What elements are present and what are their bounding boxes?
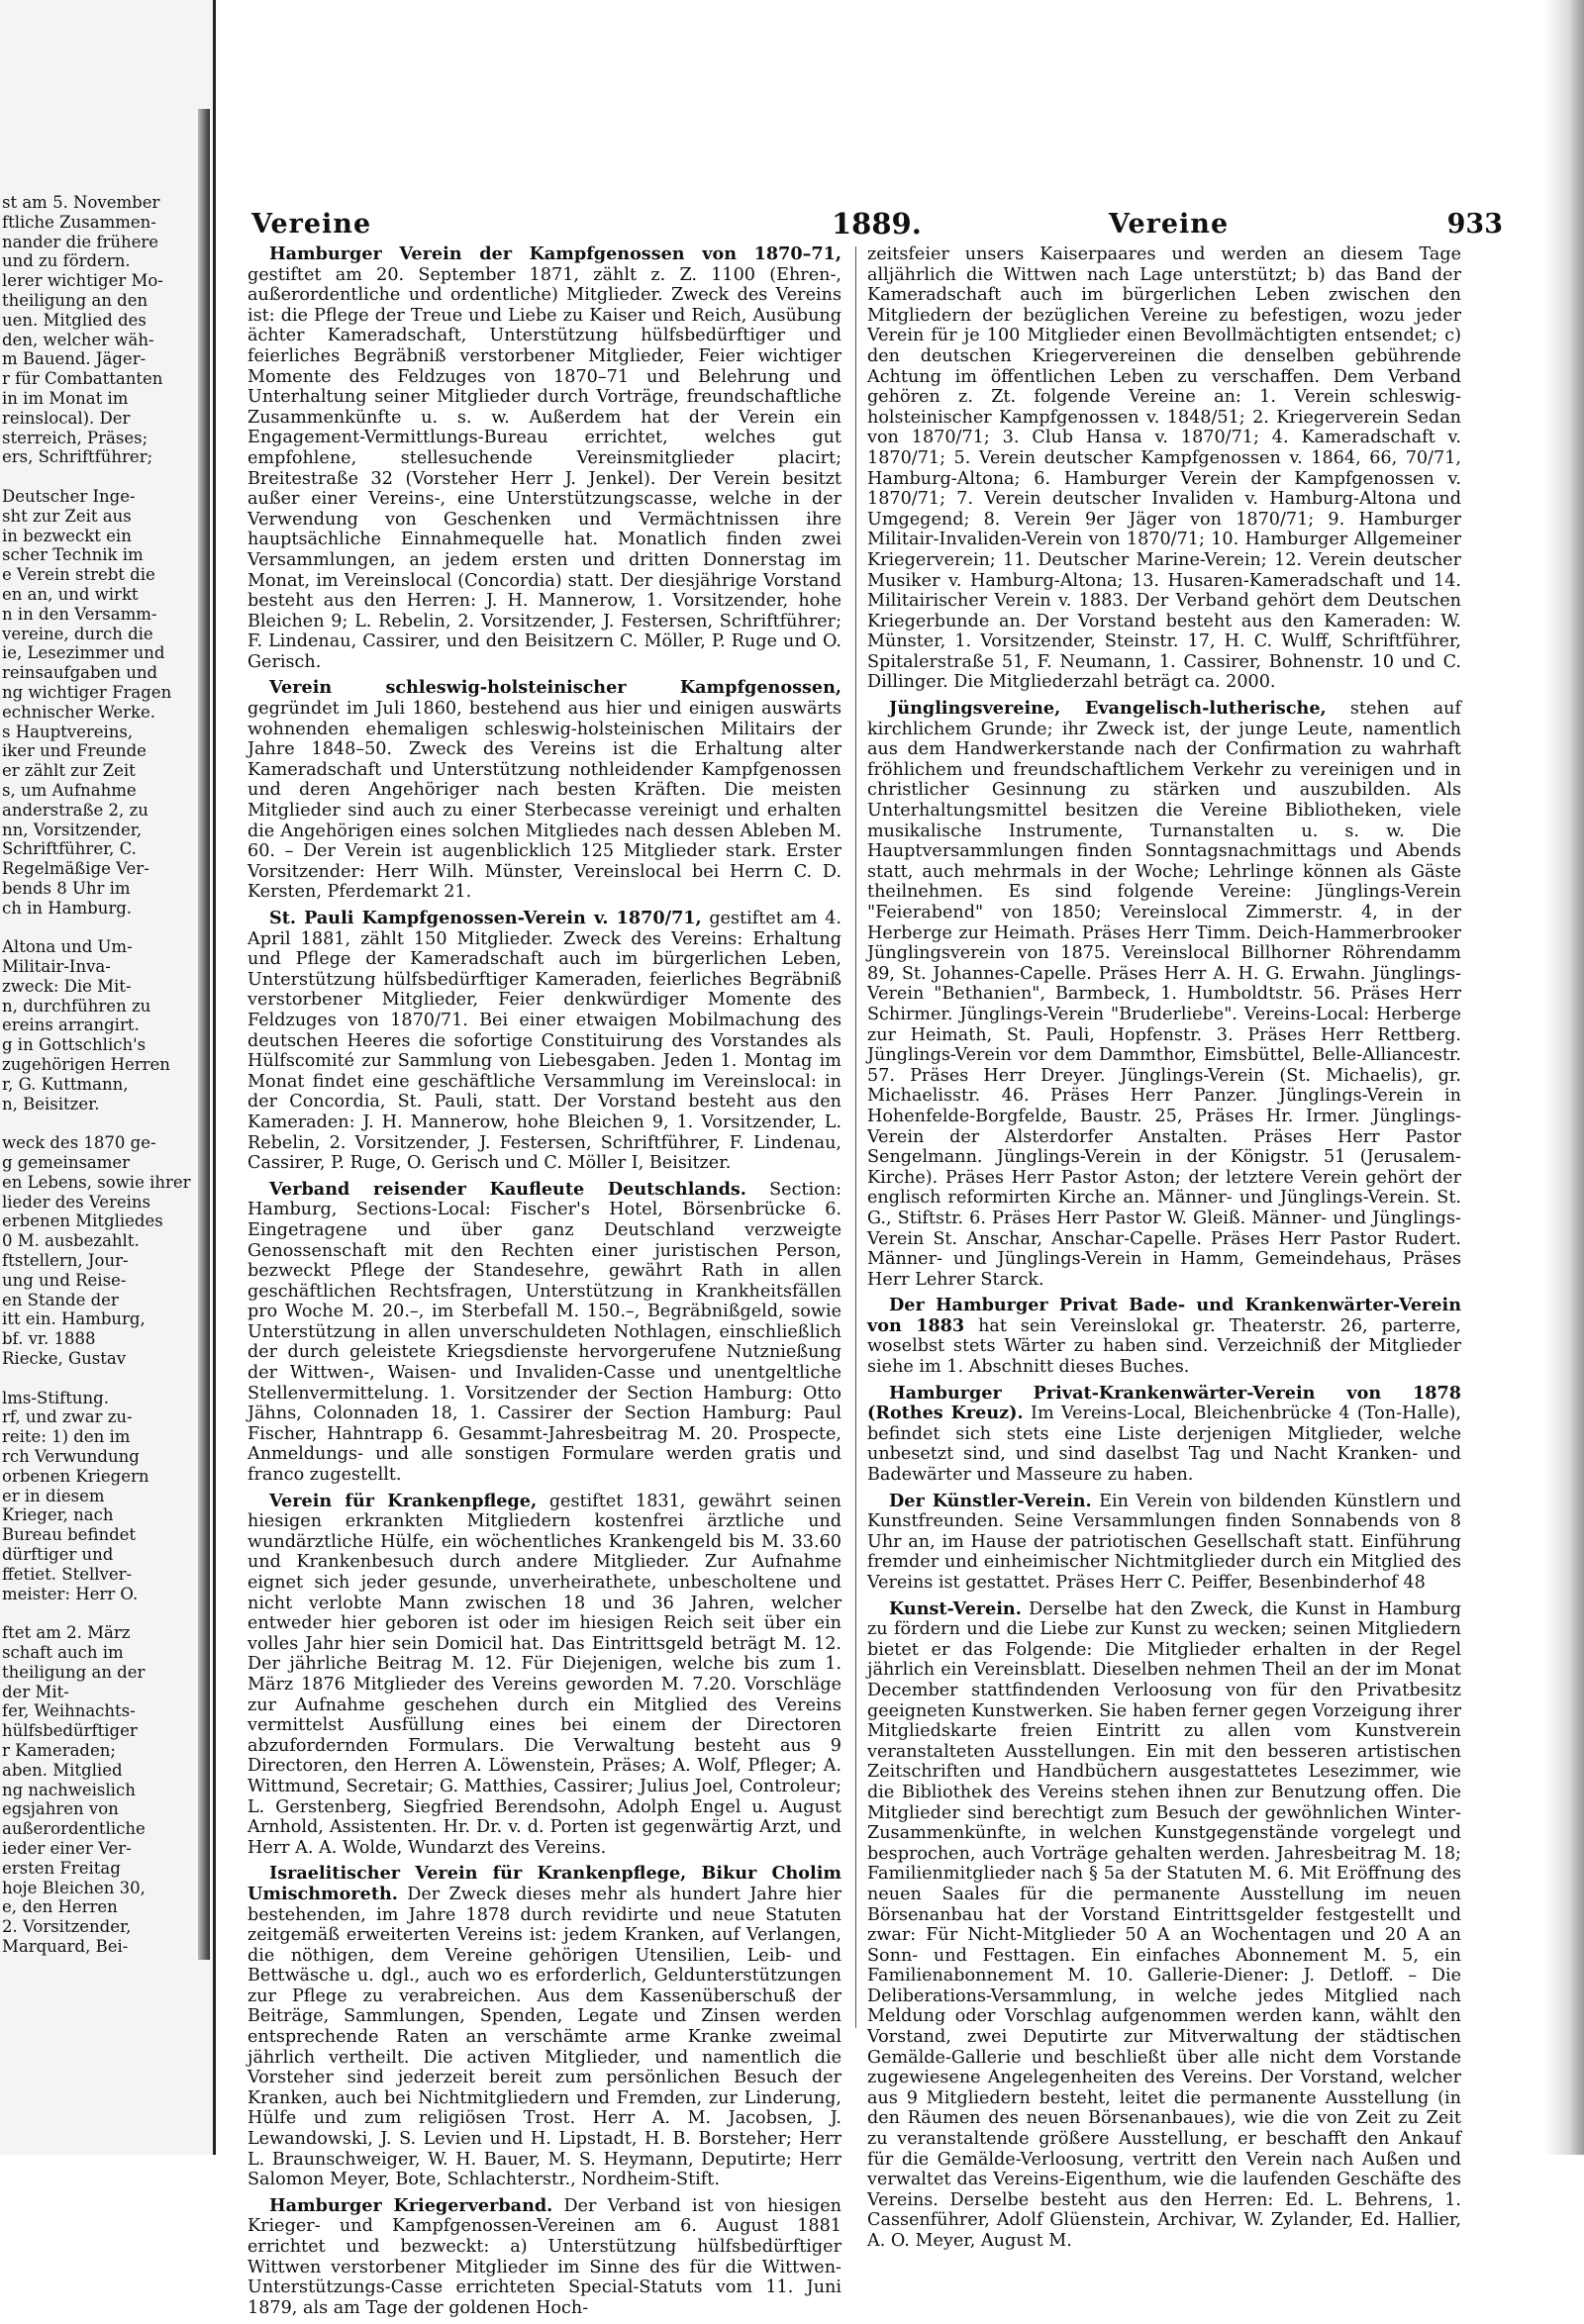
- fragment-line: lieder des Vereins: [2, 1192, 151, 1211]
- fragment-line: m Bauend. Jäger-: [2, 349, 147, 369]
- association-name: Hamburger Privat-Krankenwärter-Verein von 1878 (Rothes Kreuz).: [867, 1382, 1461, 1424]
- fragment-line: s, um Aufnahme: [2, 780, 137, 800]
- fragment-line: erbenen Mitgliedes: [2, 1211, 163, 1231]
- fragment-line: sterreich, Präses;: [2, 428, 148, 447]
- previous-page-text-fragment: [2, 193, 196, 1957]
- right-text-column: [867, 244, 1461, 2258]
- fragment-line: Bureau befindet: [2, 1525, 137, 1545]
- fragment-line: reinslocal). Der: [2, 408, 131, 428]
- fragment-line: n, Beisitzer.: [2, 1094, 100, 1114]
- association-description: Im Vereins-Local, Bleichenbrücke 4 (Ton-Halle), befindet sich stets eine Liste derjenigen Mitglieder, welche unbesetzt sind, und sind daselbst Tag und Nacht Kranken- und Badewärter und Masseure zu haben.: [867, 1404, 1461, 1486]
- fragment-line: r für Combattanten: [2, 369, 163, 389]
- fragment-line: ers, Schriftführer;: [2, 447, 153, 467]
- association-name: Jünglingsvereine, Evangelisch-lutherische,: [889, 698, 1327, 720]
- fragment-line: ersten Freitag: [2, 1858, 121, 1878]
- fragment-line: Deutscher Inge-: [2, 486, 136, 506]
- fragment-line: reinsaufgaben und: [2, 663, 158, 683]
- fragment-line: 2. Vorsitzender,: [2, 1917, 132, 1937]
- association-name: Verband reisender Kaufleute Deutschlands.: [269, 1178, 746, 1200]
- association-description: Ein Verein von bildenden Künstlern und Kunstfreunden. Seine Versammlungen finden Sonnabends von 8 Uhr an, im Hause der patriotischen Gesellschaft statt. Einführung fremder und einheimischer Nichtmitglieder durch ein Mitglied des Vereins ist gestattet. Präses Herr C. Peiffer, Besenbinderhof 48: [867, 1491, 1461, 1593]
- fragment-line: fer, Weihnachts-: [2, 1701, 136, 1721]
- association-name: St. Pauli Kampfgenossen-Verein v. 1870/71,: [269, 908, 702, 928]
- association-name: Verein für Krankenpflege,: [269, 1490, 538, 1511]
- association-name: Kunst-Verein.: [889, 1598, 1022, 1619]
- association-entry: [248, 244, 842, 672]
- fragment-line: echnischer Werke.: [2, 702, 156, 722]
- association-entry: [248, 2196, 842, 2319]
- fragment-line: Krieger, nach: [2, 1505, 114, 1525]
- fragment-line: ng nachweislich: [2, 1780, 136, 1799]
- fragment-line: theiligung an der: [2, 1662, 146, 1682]
- fragment-line: lerer wichtiger Mo-: [2, 271, 163, 291]
- fragment-line: schaft auch im: [2, 1642, 124, 1662]
- fragment-line: [2, 1369, 196, 1389]
- fragment-line: dürftiger und: [2, 1544, 114, 1564]
- fragment-line: 0 M. ausbezahlt.: [2, 1231, 140, 1251]
- fragment-line: lms-Stiftung.: [2, 1388, 109, 1407]
- fragment-line: weck des 1870 ge-: [2, 1133, 156, 1153]
- fragment-line: und zu fördern.: [2, 251, 131, 271]
- fragment-line: in im Monat im: [2, 388, 129, 408]
- fragment-line: Marquard, Bei-: [2, 1936, 129, 1956]
- association-description: gestiftet am 4. April 1881, zählt 150 Mitglieder. Zweck des Vereins: Erhaltung und Pflege der Kameradschaft auch im bürgerlichen Leben, Unterstützung hülfsbedürftiger Kameraden, feierliches Begräbniß verstorbener Mitglieder, Feier denkwürdiger Momente des Feldzuges von 1870/71. Bei einer etwaigen Mobilmachung des deutschen Heeres die sofortige Constituirung des Vorstandes als Hülfscomité zur Sammlung von Liebesgaben. Jeden 1. Montag im Monat findet eine geschäftliche Versammlung im Vereinslocal: in der Concordia, St. Pauli, statt. Der Vorstand besteht aus den Kameraden: J. H. Mannerow, hohe Bleichen 9, 1. Vorsitzender, L. Rebelin, 2. Vorsitzender, J. Festersen, Schriftführer, F. Lindenau, Cassirer, P. Ruge, O. Gerisch und C. Möller I, Beisitzer.: [248, 909, 842, 1174]
- association-description: stehen auf kirchlichem Grunde; ihr Zweck ist, der junge Leute, namentlich aus dem Handwerkerstande nach der Confirmation zu wahrhaft fröhlichem und freundschaftlichem Verkehr zu vereinigen und in christlicher Gesinnung zu stärken und auszubilden. Als Unterhaltungsmittel besitzen die Vereine Bibliotheken, viele musikalische Instrumente, Turnanstalten u. s. w. Die Hauptversammlungen finden Sonntagsnachmittags und Abends statt, auch mehrmals in der Woche; Lehrlinge können als Gäste theilnehmen. Es sind folgende Vereine: Jünglings-Verein "Feierabend" von 1850; Vereinslocal Zimmerstr. 4, in der Herberge zur Heimath. Präses Herr Timm. Deich-Hammerbrooker Jünglingsverein von 1875. Vereinslocal Billhorner Röhrendamm 89, St. Johannes-Capelle. Präses Herr A. H. G. Erwahn. Jünglings-Verein "Bethanien", Barmbeck, 1. Humboldtstr. 56. Präses Herr Schirmer. Jünglings-Verein "Bruderliebe". Vereins-Local: Herberge zur Heimath, St. Pauli, Hopfenstr. 3. Präses Herr Rettberg. Jünglings-Verein vor dem Dammthor, Eimsbüttel, Belle-Alliancestr. 57. Präses Herr Dreyer. Jünglings-Verein (St. Michaelis), gr. Michaelisstr. 46. Präses Herr Panzer. Jünglings-Verein in Hohenfelde-Borgfelde, Baustr. 25, Präses Hr. Irmer. Jünglings-Verein der Alsterdorfer Anstalten. Präses Herr Pastor Sengelmann. Jünglings-Verein in der Königstr. 51 (Jerusalem-Kirche). Präses Herr Pastor Aston; der letztere Verein gehört der englisch reformirten Kirche an. Männer- und Jünglings-Verein. St. G., Stiftstr. 6. Präses Herr Pastor W. Gleiß. Männer- und Jünglings-Verein St. Anschar, Anschar-Capelle. Präses Herr Pastor Rudert. Männer- und Jünglings-Verein in Hamm, Gemeindehaus, Präses Herr Lehrer Starck.: [867, 699, 1461, 1290]
- fragment-line: den, welcher wäh-: [2, 330, 154, 349]
- fragment-line: ng wichtiger Fragen: [2, 682, 172, 702]
- fragment-line: r, G. Kuttmann,: [2, 1074, 129, 1094]
- association-entry: [867, 1384, 1461, 1486]
- fragment-line: meister: Herr O.: [2, 1584, 139, 1603]
- fragment-line: außerordentliche: [2, 1819, 146, 1839]
- association-entry: [248, 1492, 842, 1859]
- fragment-line: in bezweckt ein: [2, 526, 132, 545]
- association-entry: [248, 909, 842, 1174]
- fragment-line: orbenen Kriegern: [2, 1466, 149, 1486]
- fragment-line: egsjahren von: [2, 1799, 119, 1819]
- fragment-line: ftstellern, Jour-: [2, 1251, 129, 1271]
- fragment-line: n, durchführen zu: [2, 996, 151, 1016]
- association-entry: [867, 1599, 1461, 2252]
- association-name: Verein schleswig-holsteinischer Kampfgenossen,: [269, 677, 842, 699]
- fragment-line: en Lebens, sowie ihrer: [2, 1172, 191, 1192]
- association-description: Der Zweck dieses mehr als hundert Jahre hier bestehenden, im Jahre 1878 durch revidirte und neue Statuten zeitgemäß erweiterten Vereins ist: jedem Kranken, auf Verlangen, die nöthigen, dem Vereine gehörigen Utensilien, Leib- und Bettwäsche u. dgl., auch wo es erforderlich, Geldunterstützungen zur Pflege zu verabreichen. Aus dem Kassenüberschuß der Beiträge, Sammlungen, Spenden, Legate und Zinsen werden entsprechende Raten an verschämte arme Kranke zweimal jährlich vertheilt. Die activen Mitglieder, und namentlich die Vorsteher sind jederzeit bereit zum persönlichen Besuch der Kranken, auch bei Nichtmitgliedern und Fremden, zur Linderung, Hülfe und zum religiösen Trost. Herr A. M. Jacobsen, J. Lewandowski, J. S. Levien und H. Lipstadt, H. B. Borsteher; Herr L. Braunschweiger, W. H. Bauer, M. S. Heymann, Deputirte; Herr Salomon Meyer, Bote, Schlachterstr., Nordheim-Stift.: [248, 1884, 842, 2190]
- fragment-line: [2, 1114, 196, 1133]
- association-entry: [867, 244, 1461, 693]
- association-description: gestiftet 1831, gewährt seinen hiesigen erkrankten Mitgliedern kostenfrei ärztliche und wundärztliche Hülfe, ein wöchentliches Krankengeld bis M. 33.60 und Krankenbesuch durch andere Mitglieder. Zur Aufnahme eignet sich jeder gesunde, unverheirathete, unbescholtene und nicht verlobte Mann zwischen 18 und 36 Jahren, welcher entweder hier geboren ist oder im hiesigen Reich seit über ein volles Jahr hier sein Domicil hat. Das Eintrittsgeld beträgt M. 12. Der jährliche Beitrag M. 12. Für Diejenigen, welche bis zum 1. März 1876 Mitglieder des Vereins geworden M. 7.20. Vorschläge zur Aufnahme geschehen durch ein Mitglied des Vereins vermittelst Ausfüllung eines bei einem der Directoren abzufordernden Formulars. Die Verwaltung besteht aus 9 Directoren, den Herren A. Löwenstein, Präses; A. Wolf, Pfleger; A. Wittmund, Secretair; G. Matthies, Cassirer; Julius Joel, Controleur; L. Gerstenberg, Siegfried Berendsohn, Adolph Engel u. August Arnhold, Assistenten. Hr. Dr. v. d. Porten ist gegenwärtig Arzt, und Herr A. A. Wolde, Wundarzt des Vereins.: [248, 1491, 842, 1858]
- fragment-line: g gemeinsamer: [2, 1153, 131, 1173]
- page-number: 933: [1446, 209, 1503, 240]
- fragment-line: Altona und Um-: [2, 937, 133, 957]
- fragment-line: scher Technik im: [2, 545, 144, 565]
- fragment-line: Riecke, Gustav: [2, 1349, 127, 1369]
- association-entry: [248, 1864, 842, 2190]
- association-name: Der Hamburger Privat Bade- und Krankenwärter-Verein von 1883: [867, 1295, 1461, 1336]
- fragment-line: er in diesem: [2, 1486, 105, 1505]
- fragment-line: bends 8 Uhr im: [2, 878, 131, 898]
- fragment-line: n in den Versamm-: [2, 604, 157, 624]
- fragment-line: ch in Hamburg.: [2, 898, 133, 918]
- fragment-line: sht zur Zeit aus: [2, 506, 132, 526]
- fragment-line: zugehörigen Herren: [2, 1055, 170, 1075]
- fragment-line: [2, 467, 196, 487]
- fragment-line: reite: 1) den im: [2, 1427, 131, 1447]
- fragment-line: ftliche Zusammen-: [2, 212, 156, 232]
- fragment-line: uen. Mitglied des: [2, 310, 147, 330]
- fragment-line: ftet am 2. März: [2, 1623, 131, 1643]
- fragment-line: vereine, durch die: [2, 624, 153, 643]
- fragment-line: Militair-Inva-: [2, 957, 111, 977]
- fragment-line: en Stande der: [2, 1290, 119, 1309]
- association-description: Derselbe hat den Zweck, die Kunst in Hamburg zu fördern und die Liebe zur Kunst zu wecken; seinen Mitgliedern bietet er das Folgende: Die Mitglieder erhalten in der Regel jährlich ein Vereinsblatt. Dieselben nehmen Theil an der im Monat December stattfindenden Verloosung von für den Privatbesitz geeigneten Kunstwerken. Sie haben ferner gegen Vorzeigung ihrer Mitgliedskarte freien Eintritt zu allen vom Kunstverein veranstalteten Ausstellungen. Ein mit den besseren artistischen Zeitschriften und Handbüchern ausgestattetes Lesezimmer, wie die Bibliothek des Vereins stehen ihnen zur Benutzung offen. Die Mitglieder sind berechtigt zum Besuch der gewöhnlichen Winter-Zusammenkünfte, in welchen Kunstgegenstände vorgelegt und besprochen, auch Vorträge gehalten werden. Jahresbeitrag M. 18; Familienmitglieder nach § 5a der Statuten M. 6. Mit Eröffnung des neuen Saales für die permanente Ausstellung im neuen Börsenanbau hat der Vorstand Eintrittsgelder festgestellt und zwar: Für Nicht-Mitglieder 50 A an Wochentagen und 20 A an Sonn- und Festtagen. Ein einfaches Abonnement M. 5, ein Familienabonnement M. 10. Gallerie-Diener: J. Detloff. – Die Deliberations-Versammlung, in welche jedes Mitglied nach Meldung oder Vorschlag aufgenommen werden kann, wählt den Vorstand, zwei Deputirte zur Mitverwaltung der städtischen Gemälde-Gallerie und beschließt über alle nicht dem Vorstande zugewiesene Angelegenheiten des Vereins. Der Vorstand, welcher aus 9 Mitgliedern besteht, leitet die permanente Ausstellung (in den Räumen des neuen Börsenanbaues), wie die von Zeit zu Zeit zu veranstaltende größere Ausstellung, er beschafft den Ankauf für die Gemälde-Verloosung, vertritt den Verein nach Außen und verwaltet das Vereins-Eigenthum, wie die laufenden Geschäfte des Vereins. Derselbe besteht aus den Herren: Ed. L. Behrens, 1. Cassenführer, Adolf Glüenstein, Archivar, W. Zylander, Ed. Hallier, A. O. Meyer, August M.: [867, 1598, 1462, 2251]
- association-entry: [867, 1492, 1461, 1594]
- association-entry: [867, 699, 1461, 1290]
- fragment-line: [2, 918, 196, 937]
- header-left-title: Vereine: [251, 209, 372, 240]
- fragment-line: s Hauptvereins,: [2, 722, 134, 741]
- association-description: zeitsfeier unsers Kaiserpaares und werden an diesem Tage alljährlich die Wittwen nach Lage unterstützt; b) das Band der Kameradschaft auch im bürgerlichen Leben zwischen den Mitgliedern der bezüglichen Vereine zu befestigen, wozu jeder Verein für je 100 Mitglieder einen Bevollmächtigten entsendet; c) den deutschen Kriegervereinen die denselben gebührende Achtung im öffentlichen Leben zu verschaffen. Dem Verband gehören z. Zt. folgende Vereine an: 1. Verein schleswig-holsteinischer Kampfgenossen v. 1848/51; 2. Kriegerverein Sedan von 1870/71; 3. Club Hansa v. 1870/71; 4. Kameradschaft v. 1870/71; 5. Verein deutscher Kampfgenossen v. 1864, 66, 70/71, Hamburg-Altona; 6. Hamburger Verein der Kampfgenossen v. 1870/71; 7. Verein deutscher Invaliden v. Hamburg-Altona und Umgegend; 8. Verein 9er Jäger von 1870/71; 9. Hamburger Militair-Invaliden-Verein von 1870/71; 10. Hamburger Allgemeiner Kriegerverein; 11. Deutscher Marine-Verein; 12. Verein deutscher Musiker v. Hamburg-Altona; 13. Husaren-Kameradschaft und 14. Militairischer Verein v. 1883. Der Verband gehört dem Deutschen Kriegerbunde an. Der Vorstand besteht aus den Kameraden: W. Münster, 1. Vorsitzender, Steinstr. 17, H. C. Wulff, Schriftführer, Spitalerstraße 51, F. Neumann, 1. Cassirer, Bohnenstr. 10 und C. Dillinger. Die Mitgliederzahl beträgt ca. 2000.: [867, 244, 1461, 693]
- fragment-line: hoje Bleichen 30,: [2, 1878, 146, 1897]
- page-edge-right: [1544, 0, 1584, 2155]
- fragment-line: zweck: Die Mit-: [2, 976, 132, 996]
- fragment-line: iker und Freunde: [2, 741, 147, 761]
- fragment-line: itt ein. Hamburg,: [2, 1309, 146, 1329]
- fragment-line: g in Gottschlich's: [2, 1035, 147, 1055]
- association-name: Hamburger Kriegerverband.: [269, 2194, 553, 2216]
- fragment-line: Schriftführer, C.: [2, 839, 137, 859]
- association-name: Hamburger Verein der Kampfgenossen von 1870–71,: [269, 243, 842, 264]
- association-description: Section: Hamburg, Sections-Local: Fischer's Hotel, Börsenbrücke 6. Eingetragene und über ganz Deutschland verzweigte Genossenschaft mit den Rechten einer juristischen Person, bezweckt Pflege der Standesehre, gewährt Rath in allen geschäftlichen Rechtsfragen, Unterstützung in Krankheitsfällen pro Woche M. 20.–, im Sterbefall M. 150.–, Begräbnißgeld, sowie Unterstützung in allen unverschuldeten Nothlagen, einschließlich der durch geleistete Kriegsdienste hervorgerufene Nutznießung der Wittwen-, Waisen- und Invaliden-Casse und unentgeltliche Stellenvermittelung. 1. Vorsitzender der Section Hamburg: Otto Jähns, Colonnaden 18, 1. Cassirer der Section Hamburg: Paul Fischer, Hahntrapp 6. Gesammt-Jahresbeitrag M. 20. Prospecte, Anmeldungs- und alle sonstigen Formulare werden gratis und franco zugestellt.: [248, 1179, 842, 1486]
- running-header: [248, 203, 1505, 242]
- fragment-line: nn, Vorsitzender,: [2, 820, 143, 839]
- association-entry: [248, 1180, 842, 1486]
- fragment-line: [2, 1603, 196, 1623]
- association-description: hat sein Vereinslokal gr. Theaterstr. 26, parterre, woselbst stets Wärter zu haben sind. Verzeichniß der Mitglieder siehe im 1. Abschnitt dieses Buches.: [867, 1315, 1461, 1378]
- association-entry: [867, 1296, 1461, 1377]
- association-description: gestiftet am 20. September 1871, zählt z. Z. 1100 (Ehren-, außerordentliche und ordentliche) Mitglieder. Zweck des Vereins ist: die Pflege der Treue und Liebe zu Kaiser und Reich, Ausübung ächter Kameradschaft, Unterstützung hülfsbedürftiger und feierliches Begräbniß verstorbener Mitglieder, Feier wichtiger Momente des Feldzuges von 1870–71 und Belehrung und Unterhaltung seiner Mitglieder durch Vorträge, freundschaftliche Zusammenkünfte u. s. w. Außerdem hat der Verein ein Engagement-Vermittlungs-Bureau errichtet, welches gut empfohlene, stellesuchende Vereinsmitglieder placirt; Breitestraße 32 (Vorsteher Herr J. Jenkel). Der Verein besitzt außer einer Vereins-, eine Unterstützungscasse, welche in der Verwendung von Geschenken und Vermächtnissen ihre hauptsächliche Einnahmequelle hat. Monatlich finden zwei Versammlungen, an jedem ersten und dritten Donnerstag im Monat, im Vereinslocal (Concordia) statt. Der diesjährige Vorstand besteht aus den Herren: J. H. Mannerow, 1. Vorsitzender, hohe Bleichen 9; L. Rebelin, 2. Vorsitzender, J. Festersen, Schriftführer; F. Lindenau, Cassirer, und den Beisitzern C. Möller, P. Ruge und O. Gerisch.: [248, 264, 842, 672]
- header-year: 1889.: [832, 207, 922, 241]
- fragment-line: ereins arrangirt.: [2, 1016, 140, 1035]
- association-name: Israelitischer Verein für Krankenpflege, Bikur Cholim Umischmoreth.: [248, 1863, 842, 1904]
- fragment-line: r Kameraden;: [2, 1740, 116, 1760]
- fragment-line: st am 5. November: [2, 193, 160, 212]
- fragment-line: ieder einer Ver-: [2, 1838, 132, 1858]
- fragment-line: nander die frühere: [2, 232, 159, 251]
- fragment-line: hülfsbedürftiger: [2, 1721, 138, 1741]
- fragment-line: aben. Mitglied: [2, 1760, 123, 1780]
- column-divider: [855, 246, 856, 2028]
- fragment-line: e, den Herren: [2, 1897, 118, 1917]
- fragment-line: ie, Lesezimmer und: [2, 643, 165, 663]
- fragment-line: anderstraße 2, zu: [2, 800, 148, 820]
- fragment-line: rf, und zwar zu-: [2, 1407, 133, 1427]
- previous-page-edge: [0, 0, 216, 2155]
- fragment-line: theiligung an den: [2, 290, 148, 310]
- association-entry: [248, 678, 842, 903]
- book-page: [248, 203, 1505, 2318]
- association-name: Der Künstler-Verein.: [889, 1490, 1092, 1511]
- fragment-line: bf. vr. 1888: [2, 1329, 96, 1349]
- association-description: gegründet im Juli 1860, bestehend aus hier und einigen auswärts wohnenden ehemaligen schleswig-holsteinischen Militairs der Jahre 1848–50. Zweck des Vereins ist die Erhaltung alter Kameradschaft und Unterstützung nothleidender Kampfgenossen und deren Angehöriger nach besten Kräften. Die meisten Mitglieder sind auch zu einer Sterbecasse vereinigt und erhalten die Angehörigen eines solchen Mitgliedes nach dessen Ableben M. 60. – Der Verein ist augenblicklich 125 Mitglieder stark. Erster Vorsitzender: Herr Wilh. Münster, Vereinslocal bei Herrn C. D. Kersten, Pferdemarkt 21.: [248, 699, 842, 903]
- book-gutter: [198, 109, 210, 1960]
- fragment-line: ffetiet. Stellver-: [2, 1564, 133, 1584]
- fragment-line: Regelmäßige Ver-: [2, 859, 149, 879]
- fragment-line: der Mit-: [2, 1682, 69, 1701]
- fragment-line: er zählt zur Zeit: [2, 761, 136, 781]
- fragment-line: ung und Reise-: [2, 1270, 127, 1290]
- fragment-line: e Verein strebt die: [2, 565, 155, 585]
- association-description: Der Verband ist von hiesigen Krieger- und Kampfgenossen-Vereinen am 6. August 1881 errichtet und bezweckt: a) Unterstützung hülfsbedürftiger Wittwen verstorbener Mitglieder im Sinne des für die Wittwen-Unterstützungs-Casse errichteten Special-Statuts vom 11. Juni 1879, als am Tage der goldenen Hoch-: [248, 2195, 842, 2318]
- left-text-column: [248, 244, 842, 2324]
- header-right-title: Vereine: [1109, 209, 1230, 240]
- fragment-line: rch Verwundung: [2, 1447, 140, 1466]
- fragment-line: en an, und wirkt: [2, 584, 139, 604]
